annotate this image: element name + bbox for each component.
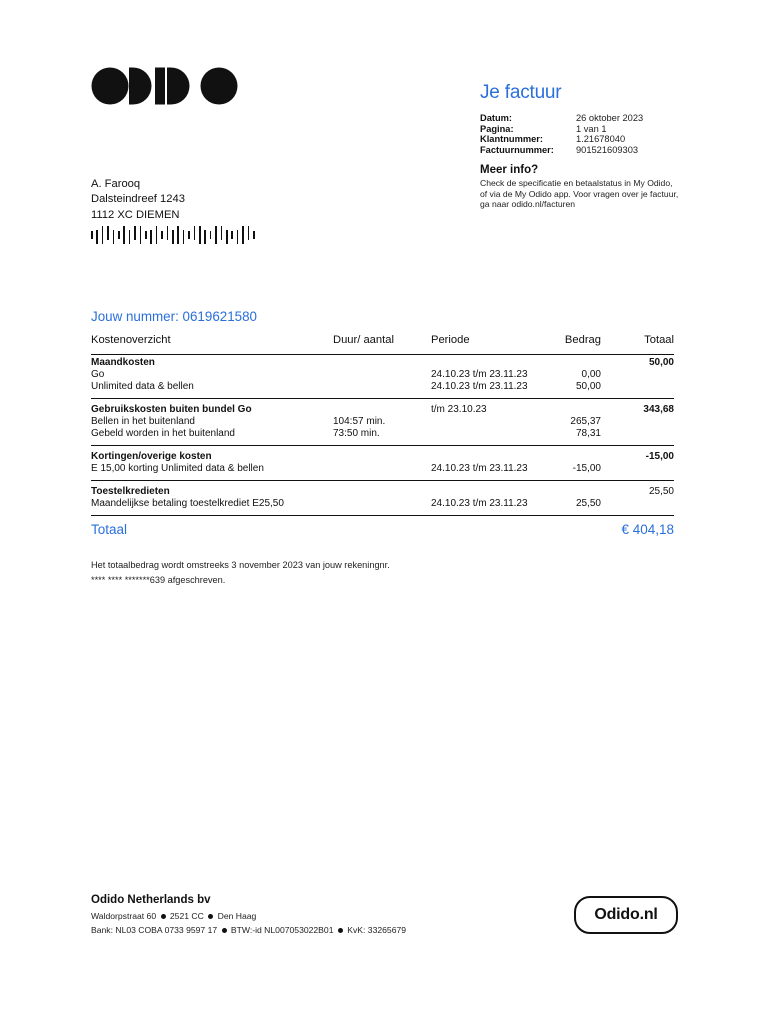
meta-label: Pagina: — [480, 123, 514, 134]
barcode-bar — [167, 226, 169, 240]
barcode-bar — [199, 226, 201, 244]
barcode-bar — [161, 231, 163, 239]
meta-label: Klantnummer: — [480, 134, 544, 145]
row-amount: 25,50 — [575, 498, 601, 509]
bullet-icon — [161, 914, 166, 919]
barcode-bar — [237, 230, 239, 244]
meta-label: Factuurnummer: — [480, 145, 554, 156]
barcode-bar — [102, 226, 104, 244]
invoice-title: Je factuur — [480, 82, 562, 103]
col-header-total: Totaal — [644, 334, 674, 346]
section-total: 50,00 — [648, 357, 674, 368]
section-title-row — [91, 486, 674, 498]
grand-total-row — [91, 516, 674, 542]
barcode-bar — [134, 226, 136, 240]
meta-value: 1.21678040 — [576, 134, 626, 145]
bullet-icon — [338, 928, 343, 933]
barcode-bar — [253, 231, 255, 239]
section-total: 343,68 — [643, 404, 674, 415]
table-row — [91, 498, 674, 510]
odido-logo — [91, 67, 241, 105]
table-header — [91, 334, 674, 355]
barcode-bar — [183, 230, 185, 244]
col-header-duration: Duur/ aantal — [333, 334, 394, 346]
barcode-bar — [118, 231, 120, 239]
row-description: Unlimited data & bellen — [91, 381, 194, 392]
table-row — [91, 463, 674, 475]
row-amount: 50,00 — [575, 381, 601, 392]
section-title: Toestelkredieten — [91, 486, 170, 497]
barcode-bar — [221, 226, 223, 240]
barcode-bar — [145, 231, 147, 239]
recipient-city: 1112 XC DIEMEN — [91, 208, 180, 221]
barcode-bar — [215, 226, 217, 244]
col-header-description: Kostenoverzicht — [91, 334, 171, 346]
row-period: 24.10.23 t/m 23.11.23 — [431, 381, 528, 392]
postal-barcode — [91, 226, 259, 244]
meta-value: 901521609303 — [576, 145, 639, 156]
row-duration: 104:57 min. — [333, 416, 386, 427]
section-title: Maandkosten — [91, 357, 155, 368]
recipient-street: Dalsteindreef 1243 — [91, 193, 185, 206]
col-header-amount: Bedrag — [564, 334, 601, 346]
bullet-icon — [208, 914, 213, 919]
barcode-bar — [107, 226, 109, 240]
row-period: 24.10.23 t/m 23.11.23 — [431, 463, 528, 474]
meta-row-date — [480, 113, 643, 124]
payment-note-line: **** **** *******639 afgeschreven. — [91, 574, 226, 585]
barcode-bar — [188, 231, 190, 239]
phone-number-heading: Jouw nummer: 0619621580 — [91, 309, 258, 324]
section-title-row — [91, 451, 674, 463]
table-row — [91, 428, 674, 440]
row-period: 24.10.23 t/m 23.11.23 — [431, 498, 528, 509]
section-total: 25,50 — [648, 486, 674, 497]
col-header-period: Periode — [431, 334, 470, 346]
section-title-row — [91, 357, 674, 369]
row-period: 24.10.23 t/m 23.11.23 — [431, 369, 528, 380]
row-amount: 265,37 — [570, 416, 601, 427]
row-description: E 15,00 korting Unlimited data & bellen — [91, 463, 264, 474]
meta-row-invoice — [480, 145, 643, 156]
row-amount: 0,00 — [581, 369, 601, 380]
footer-street: Waldorpstraat 60 — [91, 911, 157, 921]
barcode-bar — [96, 230, 98, 244]
section-monthly — [91, 355, 674, 399]
barcode-bar — [204, 230, 206, 244]
footer-address — [91, 910, 406, 924]
section-discounts — [91, 446, 674, 481]
barcode-bar — [150, 230, 152, 244]
row-description: Gebeld worden in het buitenland — [91, 428, 235, 439]
odido-website-badge: Odido.nl — [574, 896, 678, 934]
cost-table — [91, 334, 674, 542]
barcode-bar — [123, 226, 125, 244]
invoice-meta — [480, 113, 643, 156]
row-duration: 73:50 min. — [333, 428, 380, 439]
meta-row-customer — [480, 134, 643, 145]
footer-bank: Bank: NL03 COBA 0733 9597 17 — [91, 924, 218, 935]
meta-label: Datum: — [480, 113, 513, 123]
footer-city: Den Haag — [217, 911, 257, 921]
section-period: t/m 23.10.23 — [431, 404, 487, 415]
barcode-bar — [248, 226, 250, 240]
section-total: -15,00 — [645, 451, 674, 462]
payment-note — [91, 558, 390, 587]
footer-kvk: KvK: 33265679 — [347, 924, 407, 935]
grand-total-label: Totaal — [91, 522, 128, 537]
meta-value: 1 van 1 — [576, 123, 607, 134]
barcode-bar — [172, 230, 174, 244]
barcode-bar — [231, 231, 233, 239]
table-row — [91, 369, 674, 381]
barcode-bar — [140, 226, 142, 244]
table-row — [91, 381, 674, 393]
section-title: Kortingen/overige kosten — [91, 451, 212, 462]
barcode-bar — [226, 230, 228, 244]
row-description: Go — [91, 369, 105, 380]
info-text: Check de specificatie en betaalstatus in My Odido, of via de My Odido app. Voor vragen over je factuur, ga naar odido.nl/facturen — [480, 178, 679, 209]
section-title-row — [91, 404, 674, 416]
row-description: Maandelijkse betaling toestelkrediet E25,50 — [91, 498, 284, 509]
bullet-icon — [222, 928, 227, 933]
footer-registration — [91, 924, 406, 938]
meta-row-page — [480, 124, 643, 135]
section-usage-abroad — [91, 399, 674, 446]
row-description: Bellen in het buitenland — [91, 416, 195, 427]
meta-value: 26 oktober 2023 — [576, 113, 644, 123]
barcode-bar — [194, 226, 196, 240]
footer-postcode: 2521 CC — [169, 911, 204, 921]
grand-total-value: € 404,18 — [621, 522, 674, 537]
barcode-bar — [210, 231, 212, 239]
row-amount: -15,00 — [572, 463, 601, 474]
recipient-address — [91, 177, 185, 223]
barcode-bar — [177, 226, 179, 244]
barcode-bar — [113, 230, 115, 244]
info-heading: Meer info? — [480, 164, 539, 176]
barcode-bar — [129, 230, 131, 244]
table-row — [91, 416, 674, 428]
section-title: Gebruikskosten buiten bundel Go — [91, 404, 252, 415]
recipient-name: A. Farooq — [91, 178, 141, 190]
footer-company: Odido Netherlands bv — [91, 894, 211, 906]
row-amount: 78,31 — [575, 428, 601, 439]
footer-details — [91, 910, 406, 937]
section-device-credit — [91, 481, 674, 516]
footer-vat: BTW:-id NL007053022B01 — [230, 924, 334, 935]
barcode-bar — [91, 231, 93, 239]
barcode-bar — [242, 226, 244, 244]
payment-note-line: Het totaalbedrag wordt omstreeks 3 november 2023 van jouw rekeningnr. — [91, 560, 390, 570]
barcode-bar — [156, 226, 158, 244]
